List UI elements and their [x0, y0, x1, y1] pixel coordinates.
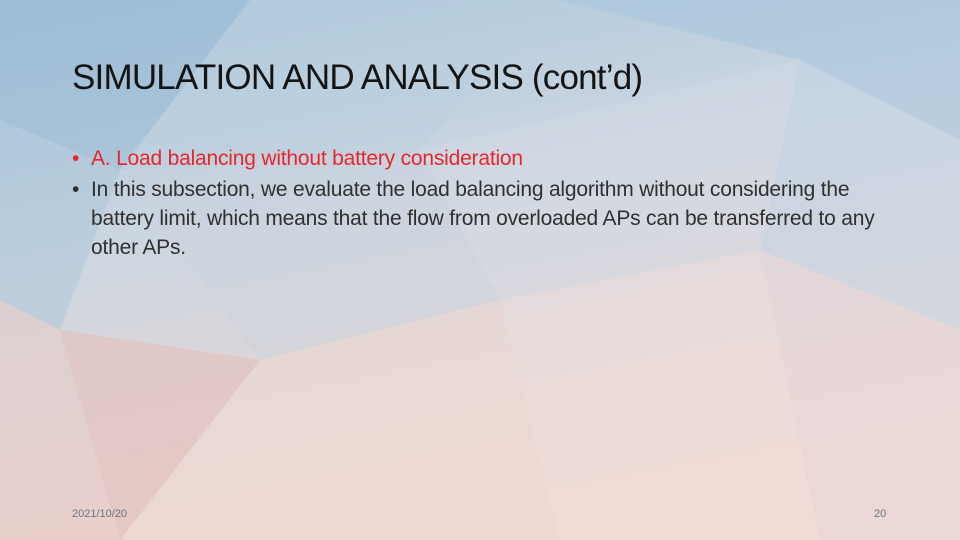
footer-date: 2021/10/20	[72, 508, 128, 520]
bullet-list	[72, 144, 902, 264]
bullet-marker: •	[72, 147, 80, 170]
slide-title: SIMULATION AND ANALYSIS (cont’d)	[72, 58, 643, 97]
bullet-item-section-heading	[72, 144, 902, 173]
bullet-item-description	[72, 175, 902, 262]
bullet-text: A. Load balancing without battery consideration	[91, 147, 523, 170]
bullet-marker: •	[72, 178, 80, 201]
bullet-text: In this subsection, we evaluate the load balancing algorithm without considering the battery limit, which means that the flow from overloaded APs can be transferred to any other APs.	[91, 178, 875, 259]
slide-number: 20	[874, 508, 887, 520]
